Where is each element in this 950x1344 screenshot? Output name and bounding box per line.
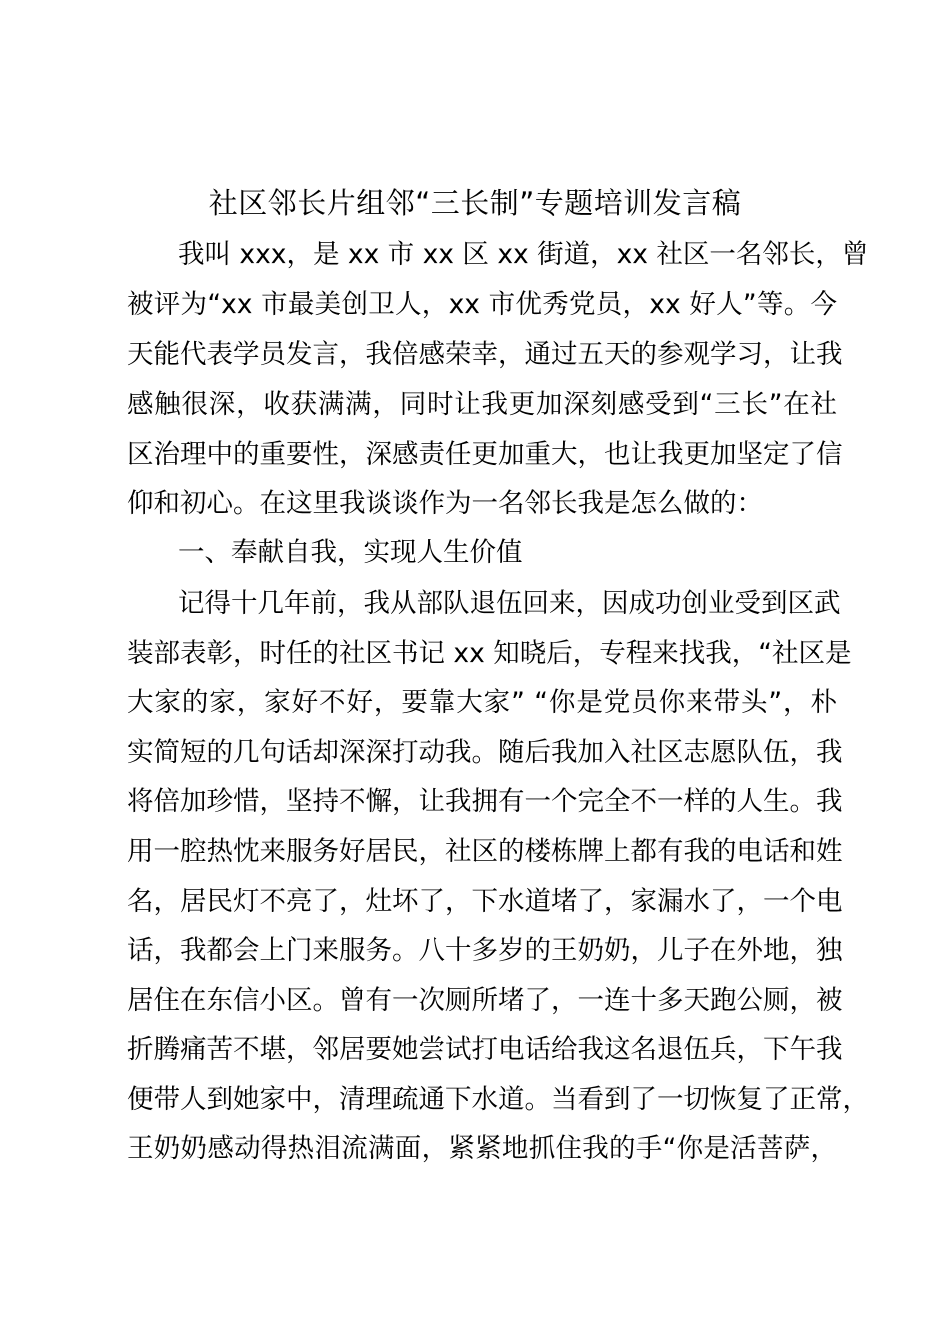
- paragraph-2-line-10: 折腾痛苦不堪，邻居要她尝试打电话给我这名退伍兵，下午我: [127, 1034, 843, 1065]
- paragraph-2-line-4: 实简短的几句话却深深打动我。随后我加入社区志愿队伍，我: [127, 737, 843, 768]
- paragraph-1-line-2: 被评为“xx 市最美创卫人，xx 市优秀党员，xx 好人”等。今: [127, 289, 837, 320]
- paragraph-2-line-3: 大家的家，家好不好，要靠大家” “你是党员你来带头”，朴: [127, 687, 837, 718]
- paragraph-1-line-4: 感触很深，收获满满，同时让我更加深刻感受到“三长”在社: [127, 389, 837, 420]
- section-heading-1: 一、奉献自我，实现人生价值: [178, 537, 523, 568]
- paragraph-2-line-5: 将倍加珍惜，坚持不懈，让我拥有一个完全不一样的人生。我: [127, 786, 843, 817]
- paragraph-1-line-5: 区治理中的重要性，深感责任更加重大，也让我更加坚定了信: [127, 439, 843, 470]
- paragraph-2-line-7: 名，居民灯不亮了，灶坏了，下水道堵了，家漏水了，一个电: [127, 886, 843, 917]
- paragraph-2-line-1: 记得十几年前，我从部队退伍回来，因成功创业受到区武: [178, 588, 841, 619]
- paragraph-2-line-2: 装部表彰，时任的社区书记 xx 知晓后，专程来找我，“社区是: [127, 638, 852, 669]
- paragraph-2-line-8: 话，我都会上门来服务。八十多岁的王奶奶，儿子在外地，独: [127, 935, 843, 966]
- paragraph-2-line-6: 用一腔热忱来服务好居民，社区的楼栋牌上都有我的电话和姓: [127, 836, 843, 867]
- paragraph-2-line-9: 居住在东信小区。曾有一次厕所堵了，一连十多天跑公厕，被: [127, 985, 843, 1016]
- paragraph-2-line-11: 便带人到她家中，清理疏通下水道。当看到了一切恢复了正常，: [127, 1084, 869, 1115]
- document-title: 社区邻长片组邻“三长制”专题培训发言稿: [208, 186, 742, 220]
- paragraph-2-line-12: 王奶奶感动得热泪流满面，紧紧地抓住我的手“你是活菩萨，: [127, 1133, 837, 1164]
- paragraph-1-line-1: 我叫 xxx，是 xx 市 xx 区 xx 街道，xx 社区一名邻长，曾: [178, 239, 869, 270]
- paragraph-1-line-6: 仰和初心。在这里我谈谈作为一名邻长我是怎么做的：: [127, 488, 763, 519]
- paragraph-1-line-3: 天能代表学员发言，我倍感荣幸，通过五天的参观学习，让我: [127, 339, 843, 370]
